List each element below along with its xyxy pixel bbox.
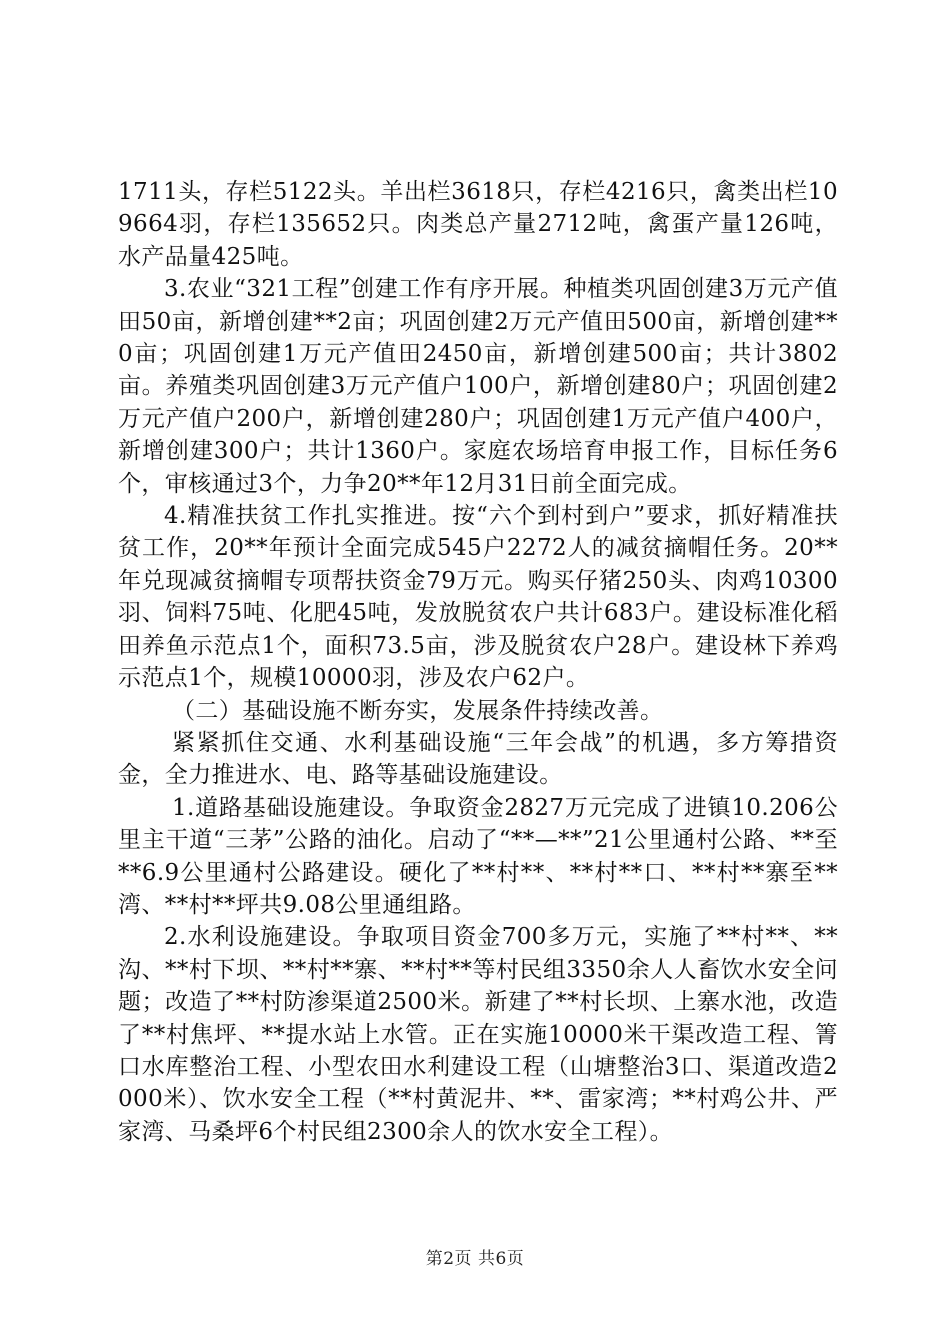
section-heading-infrastructure: （二）基础设施不断夯实，发展条件持续改善。 [172,697,664,724]
paragraph-road-construction: 1.道路基础设施建设。争取资金2827万元完成了进镇10.206公里主干道“三茅”公路的油化。启动了“**—**”21公里通村公路、**至**6.9公里通村公路建设。硬化了**村**、**村**口、**村**寨至**湾、**村**坪共9.08公里通组路。 [118,794,838,918]
paragraph-poverty-alleviation: 4.精准扶贫工作扎实推进。按“六个到村到户”要求，抓好精准扶贫工作，20**年预计全面完成545户2272人的减贫摘帽任务。20**年兑现减贫摘帽专项帮扶资金79万元。购买仔猪250头、肉鸡10300羽、饲料75吨、化肥45吨，发放脱贫农户共计683户。建设标准化稻田养鱼示范点1个，面积73.5亩，涉及脱贫农户28户。建设林下养鸡示范点1个，规模10000羽，涉及农户62户。 [118,503,838,692]
page-number-footer: 第2页 共6页 [425,1249,525,1269]
paragraph-agriculture-321-project: 3.农业“321工程”创建工作有序开展。种植类巩固创建3万元产值田50亩，新增创建**2亩；巩固创建2万元产值田500亩，新增创建**0亩；巩固创建1万元产值田2450亩，新增创建500亩；共计3802亩。养殖类巩固创建3万元产值户100户，新增创建80户；巩固创建2万元产值户200户，新增创建280户；巩固创建1万元产值户400户，新增创建300户；共计1360户。家庭农场培育申报工作，目标任务6个，审核通过3个，力争20**年12月31日前全面完成。 [118,276,838,497]
paragraph-livestock-continued: 1711头，存栏5122头。羊出栏3618只，存栏4216只，禽类出栏109664羽，存栏135652只。肉类总产量2712吨，禽蛋产量126吨，水产品量425吨。 [118,179,838,270]
paragraph-water-facilities: 2.水利设施建设。争取项目资金700多万元，实施了**村**、**沟、**村下坝、**村**寨、**村**等村民组3350余人人畜饮水安全问题；改造了**村防渗渠道2500米。新建了**村长坝、上寨水池，改造了**村焦坪、**提水站上水管。正在实施10000米干渠改造工程、箐口水库整治工程、小型农田水利建设工程（山塘整治3口、渠道改造2000米）、饮水安全工程（**村黄泥井、**、雷家湾；**村鸡公井、严家湾、马桑坪6个村民组2300余人的饮水安全工程）。 [118,924,838,1145]
paragraph-infrastructure-intro: 紧紧抓住交通、水利基础设施“三年会战”的机遇，多方筹措资金，全力推进水、电、路等基础设施建设。 [118,729,838,789]
document-body [118,176,838,1148]
